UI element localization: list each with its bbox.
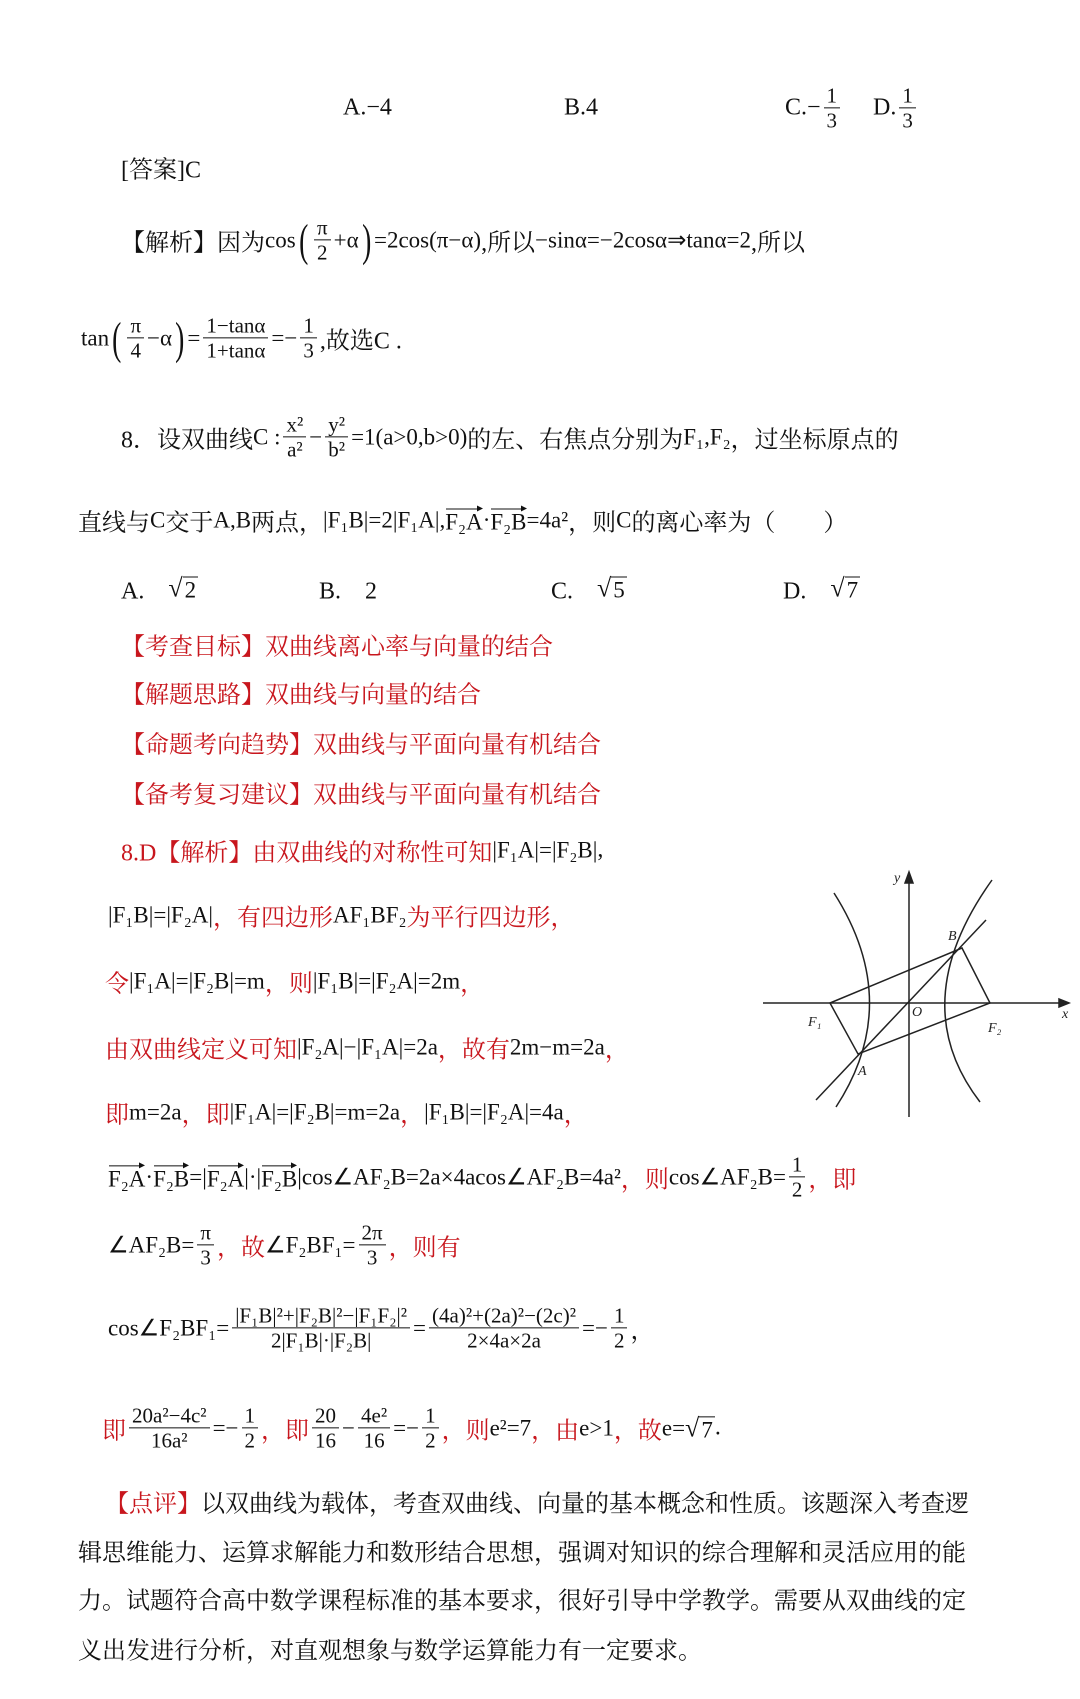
fraction	[129, 1403, 210, 1452]
numerator: π	[127, 313, 144, 338]
denominator: 2	[791, 1177, 803, 1202]
denominator: 3	[826, 108, 838, 133]
text-span: 两点，	[251, 510, 324, 537]
denominator: 2×4a×2a	[467, 1328, 541, 1353]
text-line	[102, 1403, 721, 1452]
text-line	[343, 95, 392, 122]
text-line	[873, 83, 919, 132]
text-line	[81, 313, 402, 362]
label-o: O	[912, 1005, 923, 1020]
numerator: π	[314, 215, 331, 240]
text-span: ,所以	[750, 230, 805, 257]
denominator: 3	[366, 1245, 378, 1270]
text-span: C.−	[785, 94, 821, 121]
numerator: (4a)²+(2a)²−(2c)²	[429, 1303, 579, 1328]
math-text: =−	[582, 1315, 608, 1340]
text-span: 即	[102, 1418, 126, 1445]
parallelogram-af1bf2	[830, 948, 990, 1054]
math-text: |·|	[244, 1164, 262, 1189]
text-span: 【命题考向趋势】双曲线与平面向量有机结合	[121, 732, 601, 759]
parenthesis: )	[175, 312, 185, 363]
math-text: −α	[147, 325, 173, 350]
text-line	[551, 571, 627, 606]
text-line	[121, 725, 601, 760]
text-line	[78, 503, 847, 538]
vector: F₂A	[108, 1162, 145, 1192]
parenthesis: (	[112, 312, 122, 363]
radical-icon: √	[830, 573, 845, 603]
fraction	[312, 1403, 339, 1452]
comment-label: 【点评】	[105, 1491, 201, 1518]
vector: F₂A	[445, 505, 482, 535]
numerator: 1	[899, 83, 916, 108]
text-line	[121, 412, 899, 461]
denominator: 2|F₁B|·|F₂B|	[270, 1328, 372, 1353]
fraction	[359, 1220, 386, 1269]
text-span: 由双曲线定义可知	[105, 1037, 297, 1064]
radicand: 7	[701, 1417, 713, 1443]
x-axis-arrow-icon	[1059, 999, 1069, 1007]
denominator: b²	[328, 437, 346, 462]
text-span: ，即	[181, 1102, 230, 1129]
radicand: 5	[613, 577, 625, 603]
right-hyperbola-branch	[945, 880, 992, 1102]
line-ab	[816, 920, 986, 1100]
fraction	[300, 313, 317, 362]
numerator: 20a²−4c²	[129, 1403, 210, 1428]
text-line	[319, 571, 377, 606]
text-span: D.	[873, 94, 897, 121]
math-text: =2cos(π−α)	[373, 227, 482, 252]
vector: F₂B	[153, 1162, 189, 1192]
math-text: ·	[145, 1164, 154, 1189]
fraction	[314, 215, 331, 264]
label-x: x	[1062, 1007, 1069, 1022]
denominator: 2	[317, 240, 328, 265]
denominator: 3	[303, 338, 314, 363]
math-text: C	[616, 507, 632, 532]
fraction	[242, 1403, 259, 1452]
math-text: =	[187, 325, 201, 350]
text-span: ，故	[613, 1418, 662, 1445]
text-span: 令	[105, 971, 129, 998]
text-line	[105, 964, 484, 999]
text-span: ，则有	[388, 1235, 461, 1262]
text-span: ，	[400, 1102, 425, 1129]
fraction	[197, 1220, 214, 1269]
text-span: D.	[783, 578, 831, 605]
numerator: 1−tanα	[203, 313, 268, 338]
text-line	[121, 775, 601, 810]
vector: F₂B	[261, 1162, 297, 1192]
square-root	[597, 573, 627, 604]
numerator: 1	[789, 1152, 806, 1177]
text-line	[121, 215, 805, 264]
numerator: 4e²	[358, 1403, 390, 1428]
denominator: 16	[315, 1428, 337, 1453]
text-span: A.	[121, 578, 169, 605]
numerator: y²	[325, 412, 348, 437]
radical-icon: √	[168, 573, 183, 603]
text-span: ，有四边形	[212, 905, 333, 932]
square-root	[685, 1413, 715, 1444]
comment-line: 力。试题符合高中数学课程标准的基本要求，很好引导中学教学。需要从双曲线的定	[78, 1588, 966, 1615]
fraction	[611, 1303, 628, 1352]
math-text: |F₁A|=|F₂B|=m=2a	[229, 1099, 401, 1124]
text-span: ，故有	[437, 1037, 510, 1064]
numerator: 1	[824, 83, 841, 108]
math-text: cos∠F₂BF₁=	[108, 1315, 230, 1340]
math-text: |cos∠AF₂B=2a×4acos∠AF₂B=4a²	[297, 1164, 621, 1189]
label-b: B	[948, 929, 957, 944]
text-span: B.4	[564, 94, 599, 121]
text-line	[121, 150, 201, 185]
text-span: 【备考复习建议】双曲线与平面向量有机结合	[121, 782, 601, 809]
math-text: =|	[189, 1164, 207, 1189]
text-span: ，即	[808, 1167, 857, 1194]
text-line	[121, 833, 603, 868]
comment-line: 辑思维能力、运算求解能力和数形结合思想，强调对知识的综合理解和灵活应用的能	[78, 1540, 966, 1567]
math-text: ∠AF₂B=	[108, 1232, 195, 1257]
math-text: |F₁A|=|F₂B|=m	[129, 968, 265, 993]
math-text: e=	[661, 1415, 686, 1440]
radical-icon: √	[685, 1413, 700, 1443]
denominator: 3	[902, 108, 913, 133]
math-text: 2m−m=2a	[509, 1034, 605, 1059]
fraction	[789, 1152, 806, 1201]
numerator: |F₁B|²+|F₂B|²−|F₁F₂|²	[232, 1303, 410, 1328]
math-text: A,B	[213, 507, 252, 532]
label-f2: F₂	[988, 1021, 1002, 1036]
numerator: 1	[611, 1303, 628, 1328]
numerator: x²	[283, 412, 306, 437]
vector: F₂B	[490, 505, 526, 535]
fraction	[325, 412, 348, 461]
text-span: A.−4	[343, 94, 392, 121]
text-span: ，即	[261, 1418, 310, 1445]
fraction	[429, 1303, 579, 1352]
fraction	[824, 83, 841, 132]
text-line	[108, 1152, 856, 1201]
text-line	[105, 1095, 588, 1130]
label-a: A	[858, 1064, 867, 1079]
text-span: 【解题思路】双曲线与向量的结合	[121, 682, 481, 709]
text-span: 【解析】因为	[121, 230, 265, 257]
text-span: ，	[630, 1318, 655, 1345]
text-span: [答案]C	[121, 157, 201, 184]
comment-line: 以双曲线为载体，考查双曲线、向量的基本概念和性质。该题深入考查逻	[201, 1491, 969, 1518]
text-span: ，	[460, 971, 485, 998]
math-text: |F₁B|=|F₂A|	[108, 902, 213, 927]
text-span: 8．设双曲线	[121, 427, 253, 454]
math-text: tan	[81, 325, 110, 350]
text-span: ，过坐标原点的	[730, 427, 899, 454]
denominator: 16a²	[150, 1428, 188, 1453]
fraction	[358, 1403, 390, 1452]
math-text: e>1	[579, 1415, 614, 1440]
math-text: =	[413, 1315, 427, 1340]
denominator: 2	[425, 1428, 436, 1453]
math-text: cos∠AF₂B=	[668, 1164, 786, 1189]
math-text: C	[150, 507, 166, 532]
math-text: AF₁BF₂	[332, 902, 407, 927]
text-span: C.	[551, 578, 598, 605]
left-hyperbola-branch	[834, 893, 870, 1107]
math-text: +α	[333, 227, 359, 252]
text-line	[108, 1220, 461, 1269]
math-text: =−	[212, 1415, 239, 1440]
math-text: −sinα=−2cosα⇒tanα=2	[535, 227, 751, 252]
math-text: =1(a>0,b>0)	[351, 424, 468, 449]
math-text: ·	[482, 507, 491, 532]
parenthesis: (	[298, 214, 308, 265]
text-span: 交于	[165, 510, 214, 537]
fraction	[203, 313, 268, 362]
text-span: ，则	[441, 1418, 490, 1445]
text-span: ，	[563, 1102, 588, 1129]
text-span: 8.D【解析】由双曲线的对称性可知	[121, 840, 493, 867]
label-y: y	[894, 871, 901, 886]
denominator: 4	[130, 338, 141, 363]
text-span: .	[714, 1414, 721, 1441]
math-text: |F₂A|−|F₁A|=2a	[297, 1034, 438, 1059]
math-text: −	[342, 1415, 356, 1440]
y-axis-arrow-icon	[905, 872, 913, 883]
parenthesis: )	[361, 214, 371, 265]
text-span: ,	[597, 836, 604, 863]
numerator: 1	[422, 1403, 439, 1428]
fraction	[232, 1303, 410, 1352]
text-line	[121, 675, 481, 710]
numerator: 20	[312, 1403, 339, 1428]
radicand: 2	[184, 577, 197, 603]
numerator: 1	[242, 1403, 259, 1428]
denominator: 1+tanα	[206, 338, 266, 363]
denominator: 16	[363, 1428, 385, 1453]
math-text: |F₁A|=|F₂B|	[492, 837, 598, 862]
vector: F₂A	[207, 1162, 244, 1192]
text-span: B. 2	[319, 578, 378, 605]
math-text: =4a²	[526, 507, 569, 532]
fraction	[899, 83, 916, 132]
label-f1: F₁	[808, 1015, 822, 1030]
numerator: π	[197, 1220, 214, 1245]
text-span: 为平行四边形，	[406, 905, 575, 932]
text-span: ,所以	[481, 230, 536, 257]
math-text: =−	[393, 1415, 420, 1440]
math-text: F₁,F₂	[683, 424, 731, 449]
numerator: 2π	[359, 1220, 386, 1245]
text-line	[121, 627, 553, 662]
math-text: e²=7	[489, 1415, 532, 1440]
text-span: 【考查目标】双曲线离心率与向量的结合	[121, 634, 553, 661]
text-line	[121, 571, 198, 606]
text-span: ，则	[264, 971, 313, 998]
text-line	[108, 1303, 654, 1352]
text-span: ，则	[620, 1167, 669, 1194]
fraction	[283, 412, 306, 461]
radical-icon: √	[597, 573, 612, 603]
text-span: ，	[604, 1037, 629, 1064]
denominator: a²	[287, 437, 303, 462]
math-text: |F₁B|=|F₂A|=2m	[312, 968, 461, 993]
text-span: 的离心率为（ ）	[631, 510, 848, 537]
radicand: 7	[846, 577, 859, 603]
fraction	[127, 313, 144, 362]
text-line	[785, 83, 843, 132]
math-text: −	[309, 424, 323, 449]
text-span: ，由	[531, 1418, 580, 1445]
text-span: 的左、右焦点分别为	[467, 427, 684, 454]
text-span: 直线与	[78, 510, 150, 537]
fraction	[422, 1403, 439, 1452]
text-line	[105, 1030, 629, 1065]
text-line	[108, 898, 575, 933]
text-span: ，故	[216, 1235, 265, 1262]
math-text: C :	[253, 424, 281, 449]
square-root	[168, 573, 198, 604]
math-text: cos	[265, 227, 296, 252]
text-line	[564, 95, 598, 122]
denominator: 2	[613, 1328, 625, 1353]
text-span: ,故选C .	[319, 328, 402, 355]
math-text: m=2a	[129, 1099, 182, 1124]
text-line	[783, 571, 860, 606]
text-span: 即	[105, 1102, 129, 1129]
square-root	[830, 573, 860, 604]
denominator: 3	[200, 1245, 211, 1270]
math-text: |F₁B|=|F₂A|=4a	[424, 1099, 564, 1124]
comment-line: 义出发进行分析，对直观想象与数学运算能力有一定要求。	[78, 1638, 702, 1665]
math-text: =−	[271, 325, 298, 350]
math-text: |F₁B|=2|F₁A|,	[323, 507, 446, 532]
denominator: 2	[244, 1428, 256, 1453]
numerator: 1	[300, 313, 317, 338]
text-span: ，则	[568, 510, 617, 537]
math-text: ∠F₂BF₁=	[264, 1232, 356, 1257]
